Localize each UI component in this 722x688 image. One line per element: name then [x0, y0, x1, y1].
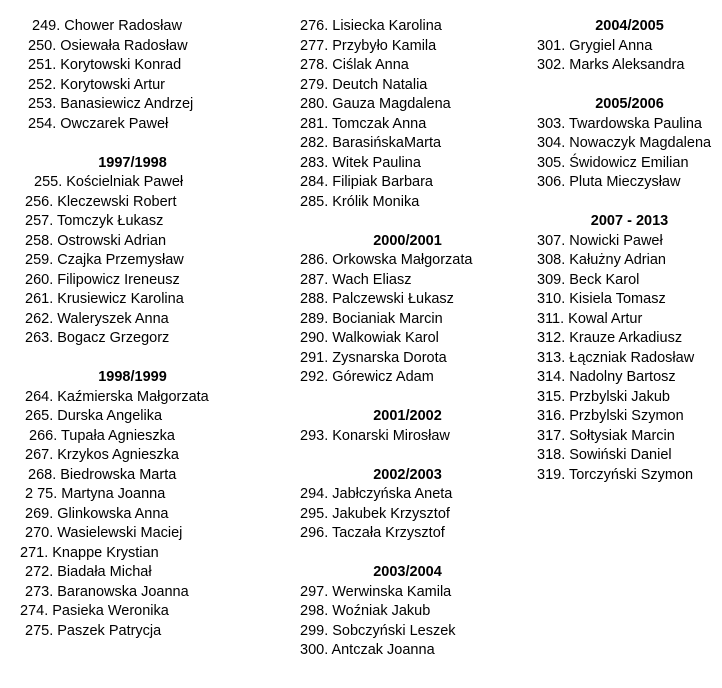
list-item: 287. Wach Eliasz: [300, 271, 412, 288]
year-header: 1998/1999: [98, 369, 167, 385]
list-item: 263. Bogacz Grzegorz: [25, 330, 170, 346]
year-header: 2004/2005: [595, 18, 664, 34]
list-item: 275. Paszek Patrycja: [25, 622, 162, 639]
list-item: 311. Kowal Artur: [537, 310, 643, 327]
list-item: 271. Knappe Krystian: [20, 544, 159, 561]
list-item: 316. Przbylski Szymon: [537, 408, 684, 424]
list-item: 260. Filipowicz Ireneusz: [25, 271, 180, 288]
list-item: 283. Witek Paulina: [300, 154, 421, 171]
list-item: 309. Beck Karol: [537, 271, 640, 288]
list-item: 306. Pluta Mieczysław: [537, 174, 681, 190]
list-item: 319. Torczyński Szymon: [537, 466, 694, 483]
list-item: 284. Filipiak Barbara: [300, 174, 433, 190]
list-item: 313. Łączniak Radosław: [537, 349, 695, 366]
list-item: 310. Kisiela Tomasz: [537, 291, 666, 307]
section-gap: [300, 212, 515, 232]
list-item: 298. Woźniak Jakub: [300, 603, 431, 619]
list-item: 314. Nadolny Bartosz: [537, 369, 676, 385]
list-item: 296. Taczała Krzysztof: [300, 525, 445, 541]
list-item: 293. Konarski Mirosław: [300, 427, 450, 444]
column-2: [300, 17, 515, 661]
list-item: 308. Kałużny Adrian: [537, 252, 666, 268]
list-item: 273. Baranowska Joanna: [25, 583, 189, 600]
year-header: 2007 - 2013: [590, 213, 669, 229]
year-header: 2000/2001: [373, 232, 442, 249]
list-item: 297. Werwinska Kamila: [300, 583, 452, 600]
list-item: 270. Wasielewski Maciej: [25, 525, 183, 541]
list-item: 317. Sołtysiak Marcin: [537, 427, 675, 444]
list-item: 286. Orkowska Małgorzata: [300, 252, 473, 268]
list-item: 281. Tomczak Anna: [300, 115, 427, 132]
list-item: 279. Deutch Natalia: [300, 76, 428, 93]
year-header: 2002/2003: [373, 466, 442, 483]
column-3: [537, 17, 722, 485]
section-gap: [300, 446, 515, 466]
list-item: 262. Waleryszek Anna: [25, 310, 169, 327]
section-gap: [300, 544, 515, 564]
column-1: [20, 17, 245, 641]
list-item: 282. BarasińskaMarta: [300, 135, 442, 151]
year-header: 2003/2004: [373, 564, 442, 580]
list-item: 300. Antczak Joanna: [300, 642, 435, 658]
list-item: 258. Ostrowski Adrian: [25, 232, 167, 249]
list-item: 252. Korytowski Artur: [28, 76, 165, 93]
list-item: 318. Sowiński Daniel: [537, 447, 672, 463]
list-item: 312. Krauze Arkadiusz: [537, 330, 683, 346]
list-item: 259. Czajka Przemysław: [25, 252, 184, 268]
list-item: 278. Ciślak Anna: [300, 57, 409, 73]
list-item: 265. Durska Angelika: [25, 408, 163, 424]
list-item: 292. Górewicz Adam: [300, 369, 434, 385]
list-item: 272. Biadała Michał: [25, 564, 152, 580]
list-item: 277. Przybyło Kamila: [300, 37, 437, 54]
section-gap: [537, 193, 722, 213]
list-item: 301. Grygiel Anna: [537, 37, 653, 54]
list-item: 303. Twardowska Paulina: [537, 115, 702, 132]
list-item: 280. Gauza Magdalena: [300, 96, 451, 112]
list-item: 304. Nowaczyk Magdalena: [537, 135, 712, 151]
list-item: 267. Krzykos Agnieszka: [25, 447, 179, 463]
year-header: 2005/2006: [595, 96, 664, 112]
list-item: 276. Lisiecka Karolina: [300, 18, 442, 34]
list-item: 289. Bocianiak Marcin: [300, 310, 443, 327]
list-item: 2 75. Martyna Joanna: [25, 486, 166, 502]
list-item: 302. Marks Aleksandra: [537, 57, 685, 73]
list-item: 288. Palczewski Łukasz: [300, 291, 454, 307]
list-item: 307. Nowicki Paweł: [537, 232, 663, 249]
list-item: 255. Kościelniak Paweł: [34, 174, 184, 190]
list-item: 254. Owczarek Paweł: [28, 115, 169, 132]
list-item: 269. Glinkowska Anna: [25, 505, 169, 522]
section-gap: [20, 134, 245, 154]
section-gap: [537, 76, 722, 96]
list-item: 305. Świdowicz Emilian: [537, 154, 689, 171]
year-header: 1997/1998: [98, 154, 167, 171]
list-item: 294. Jabłczyńska Aneta: [300, 486, 453, 502]
list-item: 261. Krusiewicz Karolina: [25, 291, 184, 307]
list-item: 264. Kaźmierska Małgorzata: [25, 388, 209, 405]
list-item: 291. Zysnarska Dorota: [300, 349, 447, 366]
list-item: 274. Pasieka Weronika: [20, 603, 169, 619]
list-item: 266. Tupała Agnieszka: [29, 427, 175, 444]
list-item: 285. Królik Monika: [300, 193, 420, 210]
list-item: 295. Jakubek Krzysztof: [300, 505, 450, 522]
year-header: 2001/2002: [373, 408, 442, 424]
list-item: 315. Przbylski Jakub: [537, 388, 670, 405]
list-item: 253. Banasiewicz Andrzej: [28, 96, 194, 112]
list-item: 299. Sobczyński Leszek: [300, 622, 456, 639]
list-item: 250. Osiewała Radosław: [28, 37, 188, 54]
section-gap: [300, 388, 515, 408]
list-item: 251. Korytowski Konrad: [28, 57, 182, 73]
list-item: 257. Tomczyk Łukasz: [25, 213, 164, 229]
list-item: 256. Kleczewski Robert: [25, 193, 177, 210]
list-item: 290. Walkowiak Karol: [300, 330, 439, 346]
list-item: 268. Biedrowska Marta: [28, 466, 177, 483]
list-item: 249. Chower Radosław: [32, 18, 182, 34]
section-gap: [20, 349, 245, 369]
